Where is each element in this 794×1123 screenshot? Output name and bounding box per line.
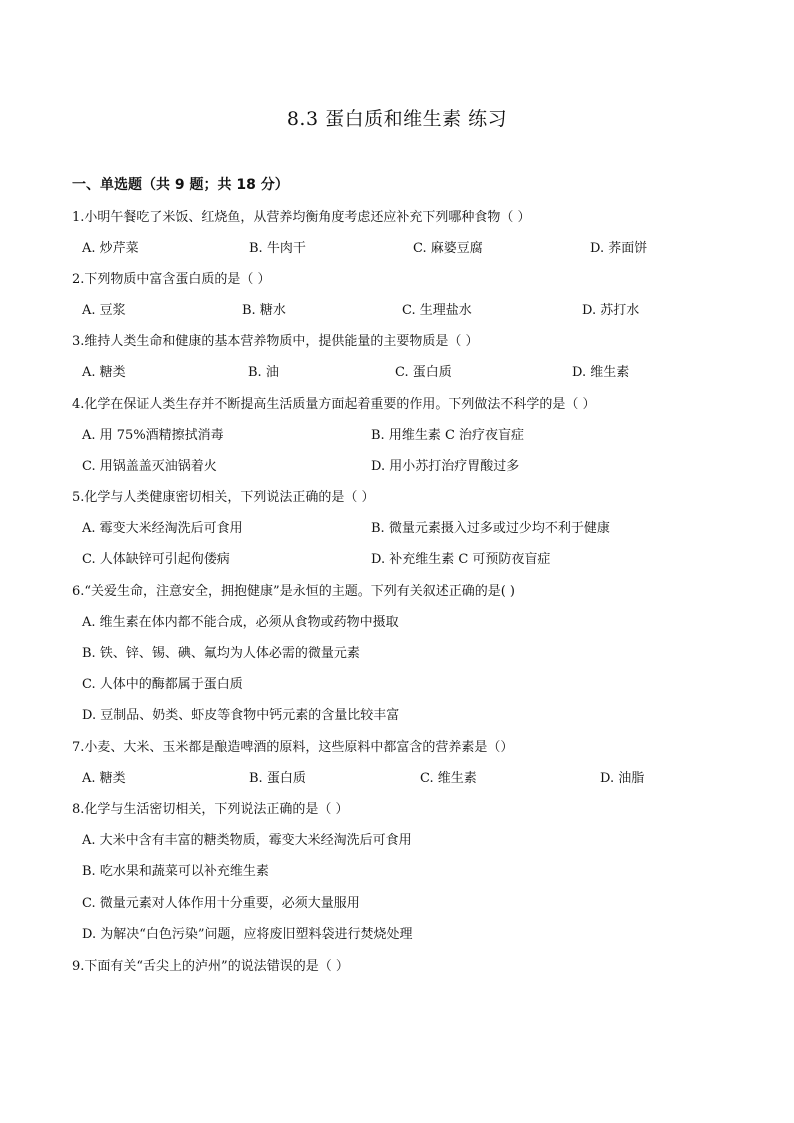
question-7-option-c: C. 维生素 bbox=[420, 771, 477, 786]
question-6-option-b: B. 铁、锌、锡、碘、氟均为人体必需的微量元素 bbox=[82, 646, 360, 661]
question-3-option-c: C. 蛋白质 bbox=[395, 365, 452, 380]
question-6-option-a: A. 维生素在体内都不能合成，必须从食物或药物中摄取 bbox=[82, 615, 399, 630]
question-4-option-c: C. 用锅盖盖灭油锅着火 bbox=[82, 459, 217, 474]
question-8-option-b: B. 吃水果和蔬菜可以补充维生素 bbox=[82, 864, 269, 879]
question-5-option-c: C. 人体缺锌可引起佝偻病 bbox=[82, 552, 230, 567]
page-title: 8.3 蛋白质和维生素 练习 bbox=[286, 108, 508, 130]
question-7-option-b: B. 蛋白质 bbox=[249, 771, 306, 786]
question-6-option-d: D. 豆制品、奶类、虾皮等食物中钙元素的含量比较丰富 bbox=[82, 708, 400, 723]
question-4-option-d: D. 用小苏打治疗胃酸过多 bbox=[371, 459, 520, 474]
question-1-option-b: B. 牛肉干 bbox=[249, 241, 306, 256]
question-2-option-b: B. 糖水 bbox=[242, 303, 286, 318]
question-2-option-d: D. 苏打水 bbox=[582, 303, 640, 318]
question-1-option-d: D. 荞面饼 bbox=[590, 241, 648, 256]
question-8-option-d: D. 为解决“白色污染”问题，应将废旧塑料袋进行焚烧处理 bbox=[82, 927, 413, 942]
question-9-stem: 9.下面有关“舌尖上的泸州”的说法错误的是（ ） bbox=[72, 959, 349, 974]
question-8-option-c: C. 微量元素对人体作用十分重要，必须大量服用 bbox=[82, 896, 360, 911]
question-7-option-d: D. 油脂 bbox=[600, 771, 645, 786]
question-4-option-b: B. 用维生素 C 治疗夜盲症 bbox=[371, 428, 525, 443]
question-8-option-a: A. 大米中含有丰富的糖类物质，霉变大米经淘洗后可食用 bbox=[82, 833, 412, 848]
question-2-option-c: C. 生理盐水 bbox=[402, 303, 472, 318]
question-1-stem: 1.小明午餐吃了米饭、红烧鱼，从营养均衡角度考虑还应补充下列哪种食物（ ） bbox=[72, 210, 531, 225]
question-7-stem: 7.小麦、大米、玉米都是酿造啤酒的原料，这些原料中都富含的营养素是（） bbox=[72, 740, 514, 755]
question-5-option-d: D. 补充维生素 C 可预防夜盲症 bbox=[371, 552, 551, 567]
question-6-option-c: C. 人体中的酶都属于蛋白质 bbox=[82, 677, 243, 692]
question-3-option-a: A. 糖类 bbox=[82, 365, 126, 380]
question-7-option-a: A. 糖类 bbox=[82, 771, 126, 786]
question-1-option-c: C. 麻婆豆腐 bbox=[413, 241, 483, 256]
question-3-option-d: D. 维生素 bbox=[572, 365, 630, 380]
question-1-option-a: A. 炒芹菜 bbox=[82, 241, 139, 256]
question-5-option-b: B. 微量元素摄入过多或过少均不利于健康 bbox=[371, 521, 610, 536]
question-5-option-a: A. 霉变大米经淘洗后可食用 bbox=[82, 521, 243, 536]
question-4-option-a: A. 用 75%酒精擦拭消毒 bbox=[82, 428, 224, 443]
question-4-stem: 4.化学在保证人类生存并不断提高生活质量方面起着重要的作用。下列做法不科学的是（ ） bbox=[72, 397, 596, 412]
question-3-option-b: B. 油 bbox=[248, 365, 279, 380]
question-6-stem: 6.“关爱生命，注意安全，拥抱健康”是永恒的主题。下列有关叙述正确的是( ) bbox=[72, 584, 515, 599]
question-3-stem: 3.维持人类生命和健康的基本营养物质中，提供能量的主要物质是（ ） bbox=[72, 334, 479, 349]
question-5-stem: 5.化学与人类健康密切相关，下列说法正确的是（ ） bbox=[72, 490, 375, 505]
question-2-option-a: A. 豆浆 bbox=[82, 303, 126, 318]
question-8-stem: 8.化学与生活密切相关，下列说法正确的是（ ） bbox=[72, 802, 349, 817]
section-heading: 一、单选题（共 9 题；共 18 分） bbox=[72, 177, 289, 193]
question-2-stem: 2.下列物质中富含蛋白质的是（ ） bbox=[72, 272, 271, 287]
